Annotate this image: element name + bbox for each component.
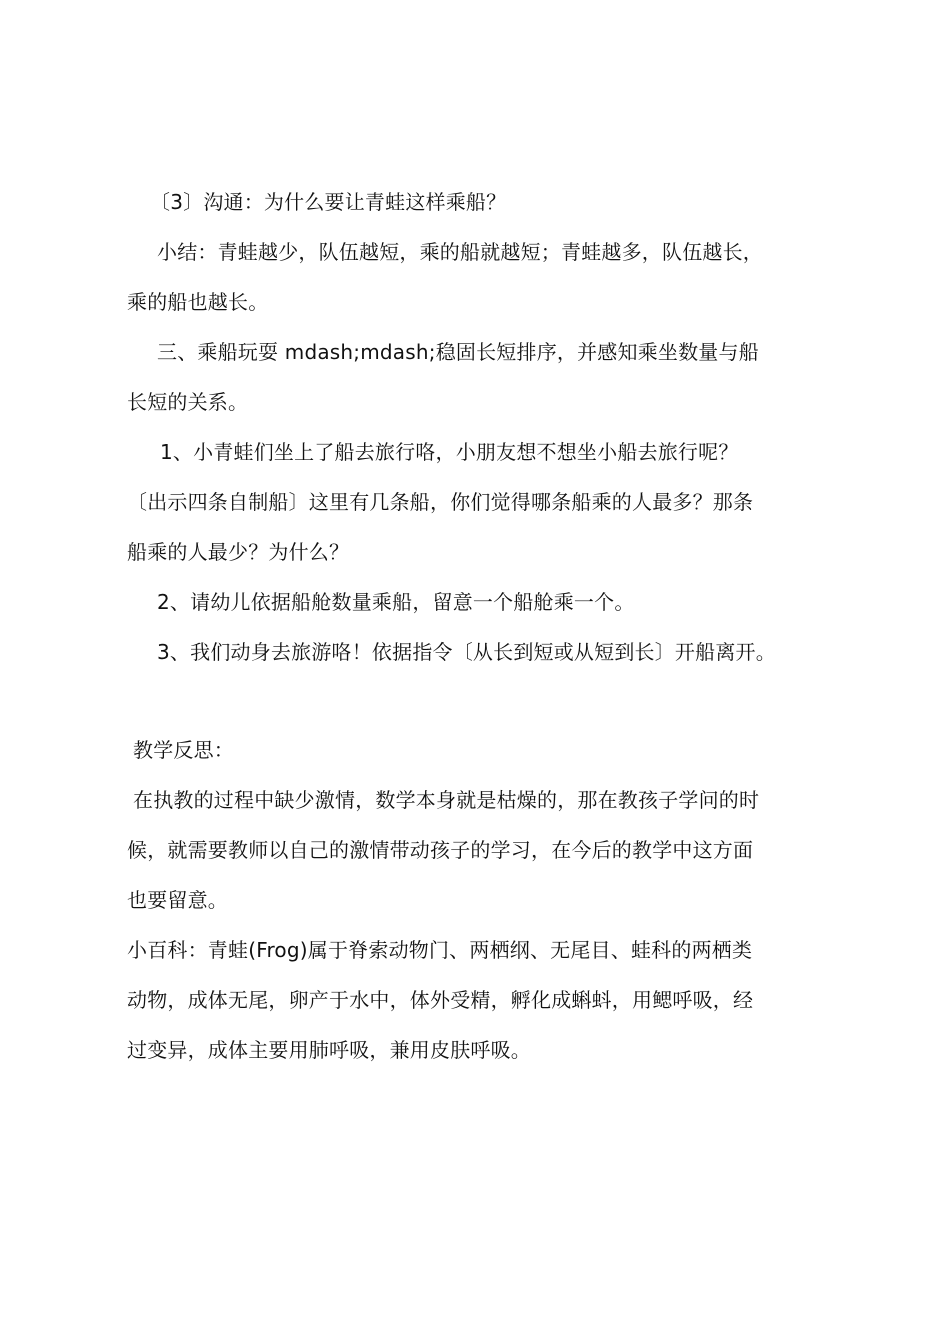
text-line-7: 〔出示四条自制船〕这里有几条船，你们觉得哪条船乘的人最多？那条 <box>127 490 754 514</box>
text-line-6: 1、小青蛙们坐上了船去旅行咯，小朋友想不想坐小船去旅行呢？ <box>160 440 739 464</box>
text-line-2: 小结：青蛙越少，队伍越短，乘的船就越短；青蛙越多，队伍越长， <box>157 240 763 264</box>
text-line-13: 候，就需要教师以自己的激情带动孩子的学习，在今后的教学中这方面 <box>127 838 754 862</box>
reflection-heading: 教学反思： <box>133 738 234 762</box>
text-line-3: 乘的船也越长。 <box>127 290 269 314</box>
text-line-12: 在执教的过程中缺少激情，数学本身就是枯燥的，那在教孩子学问的时 <box>133 788 760 812</box>
text-line-1: 〔3〕沟通：为什么要让青蛙这样乘船？ <box>150 190 507 214</box>
text-line-17: 过变异，成体主要用肺呼吸，兼用皮肤呼吸。 <box>127 1038 531 1062</box>
text-line-16: 动物，成体无尾，卵产于水中，体外受精，孵化成蝌蚪，用鳃呼吸，经 <box>127 988 754 1012</box>
text-line-14: 也要留意。 <box>127 888 228 912</box>
text-line-15: 小百科：青蛙(Frog)属于脊索动物门、两栖纲、无尾目、蛙科的两栖类 <box>127 938 753 962</box>
text-line-8: 船乘的人最少？为什么？ <box>127 540 350 564</box>
text-line-4: 三、乘船玩耍 mdash;mdash;稳固长短排序，并感知乘坐数量与船 <box>157 340 759 364</box>
text-line-9: 2、请幼儿依据船舱数量乘船，留意一个船舱乘一个。 <box>157 590 635 614</box>
text-line-10: 3、我们动身去旅游咯！依据指令〔从长到短或从短到长〕开船离开。 <box>157 640 776 664</box>
text-line-5: 长短的关系。 <box>127 390 249 414</box>
